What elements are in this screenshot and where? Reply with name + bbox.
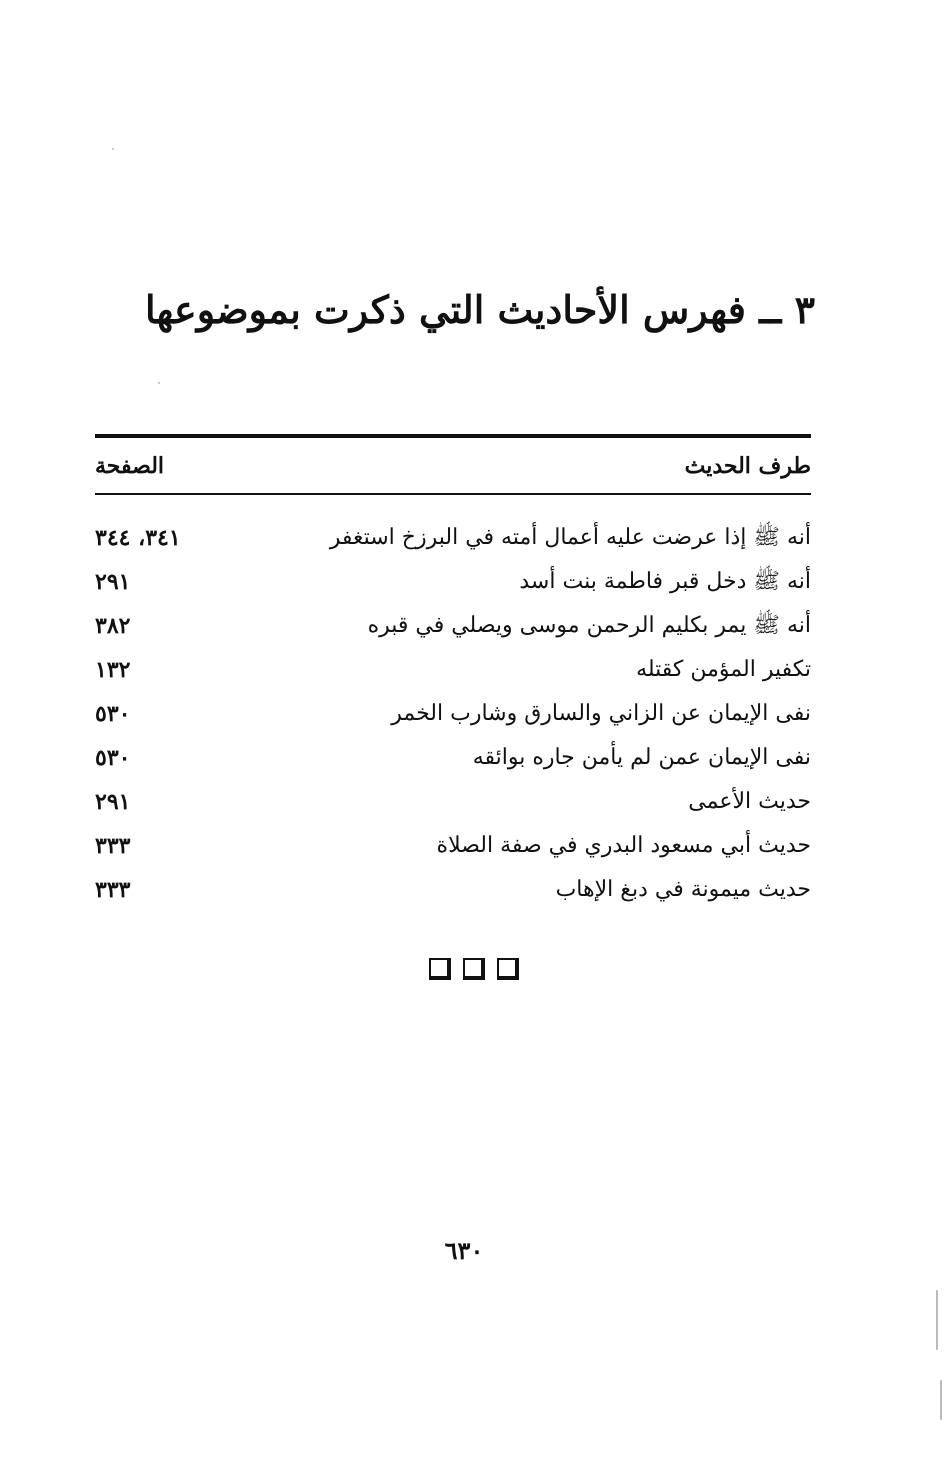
hadith-text: أنه ﷺ يمر بكليم الرحمن موسى ويصلي في قبره <box>367 613 811 638</box>
page-refs: ١٣٢ <box>95 657 131 683</box>
hadith-text: نفى الإيمان عمن لم يأمن جاره بوائقه <box>472 745 811 770</box>
table-row <box>95 824 811 868</box>
table-row <box>95 516 811 560</box>
table-row <box>95 560 811 604</box>
square-ornament-icon <box>429 958 451 980</box>
page-refs: ٣٨٢ <box>95 613 131 639</box>
page-refs: ٣٤١، ٣٤٤ <box>95 525 181 551</box>
table-row <box>95 868 811 912</box>
table-row <box>95 780 811 824</box>
scan-speck <box>940 1380 942 1420</box>
header-hadith: طرف الحديث <box>684 453 811 479</box>
hadith-text: حديث الأعمى <box>688 789 811 814</box>
hadith-text: نفى الإيمان عن الزاني والسارق وشارب الخمر <box>391 701 811 726</box>
page-refs: ٥٣٠ <box>95 745 131 771</box>
scan-speck <box>112 148 114 150</box>
page-refs: ٣٣٣ <box>95 877 131 903</box>
scan-speck <box>936 1290 938 1350</box>
page-title <box>0 282 948 338</box>
square-ornament-icon <box>497 958 519 980</box>
table-row <box>95 648 811 692</box>
table-header <box>95 446 811 486</box>
header-page: الصفحة <box>95 453 165 479</box>
table-header-rule <box>95 493 811 495</box>
table-row <box>95 692 811 736</box>
index-table-body <box>95 516 811 912</box>
page-title-text: ٣ ــ فهرس الأحاديث التي ذكرت بموضوعها <box>144 287 816 332</box>
hadith-text: تكفير المؤمن كقتله <box>636 657 811 682</box>
page-refs: ٥٣٠ <box>95 701 131 727</box>
page-refs: ٣٣٣ <box>95 833 131 859</box>
table-top-rule <box>95 434 811 438</box>
hadith-text: حديث ميمونة في دبغ الإهاب <box>555 877 811 902</box>
page-refs: ٢٩١ <box>95 789 131 815</box>
page-refs: ٢٩١ <box>95 569 131 595</box>
page-number: ٦٣٠ <box>444 1236 484 1265</box>
hadith-text: أنه ﷺ دخل قبر فاطمة بنت أسد <box>519 569 811 594</box>
hadith-text: حديث أبي مسعود البدري في صفة الصلاة <box>436 833 811 858</box>
scan-speck <box>158 382 160 384</box>
section-end-ornament <box>0 958 948 980</box>
table-row <box>95 604 811 648</box>
square-ornament-icon <box>463 958 485 980</box>
hadith-text: أنه ﷺ إذا عرضت عليه أعمال أمته في البرزخ استغفر <box>329 525 811 550</box>
table-row <box>95 736 811 780</box>
